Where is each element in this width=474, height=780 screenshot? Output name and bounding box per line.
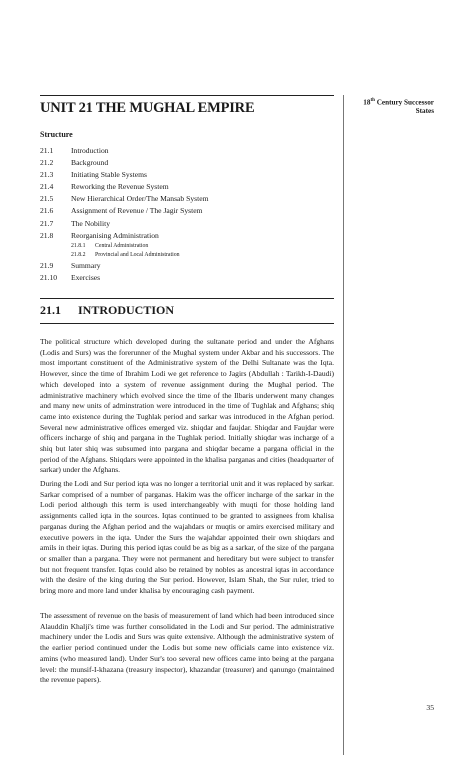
section-title: INTRODUCTION <box>78 303 175 317</box>
toc-item: 21.5 New Hierarchical Order/The Mansab System <box>40 194 209 204</box>
section-bottom-rule <box>40 323 334 324</box>
toc-item: 21.3 Initiating Stable Systems <box>40 170 147 180</box>
running-header <box>350 96 434 116</box>
running-header-line1: 18th Century Successor <box>363 98 434 107</box>
toc-item: 21.9 Summary <box>40 260 101 270</box>
title-rule <box>40 95 334 96</box>
structure-heading: Structure <box>40 130 73 139</box>
toc-subitem: 21.8.2 Provincial and Local Administration <box>71 251 180 258</box>
paragraph-1: The political structure which developed during the sultanate period and under the Afghans (Lodis and Surs) was the forerunner of the Mughal system under Akbar and his successors. The most important constituent of the Administrative system of the Delhi Sultanate was the Iqta. However, since the time of Ibrahim Lodi we get reference to Jagirs (Abdullah : Tarikh-I-Daudi) which developed into a system of revenue assignment during the Mughal period. The administrative machinery which evolved since the time of the Ilbaris underwent many changes and many new units of adminstration were introduced in the time of Tughlak and Afghans; shiq came into existence during the Tughlak period and sarkar was introduced in the Afghan period. Several new administrative offices emerged viz. shiqdar and faujdar. Shiqdar and Faujdar were officers incharge of shiq and pargana in the Tughlak period. Initially shiqdar was incharge of a shiq but later shiq was subsumed into pargana and shiqdar became a pargana official in the period of the Afghans. Shiqdars were appointed in the khalisa parganas and cities (headquarter of sarkar) under the Afghans. <box>40 337 334 475</box>
paragraph-3: The assessment of revenue on the basis of measurement of land which had been introduced since Alauddin Khalji's time was further consolidated in the Lodi and Sur period. The administrative machinery under the Lodis and Surs was quite extensive. Although the administrative system of the earlier period continued under the Lodis but some new officials came into existence viz. amins (who measured land). Under Sur's too several new offices came into being at the pargana level: the munsif-I-khazana (treasury inspector), khazandar (treasurer) and qanungo (maintained the revenue papers). <box>40 611 334 685</box>
section-number: 21.1 <box>40 303 61 317</box>
page-number: 35 <box>426 703 434 712</box>
paragraph-2: During the Lodi and Sur period iqta was no longer a territorial unit and it was replaced by sarkar. Sarkar comprised of a number of parganas. Hakim was the officer incharge of the sarkar in the Lodi period although this term is used interchangeably with muqti for those holding land assignments called iqta in the sources. Iqtas continued to be granted to assignees from khalisa parganas during the Afghan period and the wajahdars or muqtis or amirs exercised military and executive powers in the iqta. Under the Surs the wajahdar appointed their own shiqdars and amils in their iqtas. During this period iqtas could be as big as a sarkar, of the size of the pargana or smaller than a pargana. They were not permanent and hereditary but were subject to transfer but not frequent transfer. Iqtas could also be retained by nobles as ancestral iqtas in accordance with the desire of the king during the Sur period. However, Islam Shah, the Sur ruler, tried to bring more and more land under khalisa by encouraging cash payment. <box>40 479 334 596</box>
table-of-contents <box>40 145 334 284</box>
toc-item: 21.10 Exercises <box>40 272 101 282</box>
toc-subitem: 21.8.1 Central Administration <box>71 242 149 249</box>
section-heading <box>40 303 174 318</box>
toc-item: 21.4 Reworking the Revenue System <box>40 182 169 192</box>
toc-item: 21.8 Reorganising Administration <box>40 230 159 240</box>
unit-title: UNIT 21 THE MUGHAL EMPIRE <box>40 100 255 116</box>
toc-item: 21.6 Assignment of Revenue / The Jagir System <box>40 206 203 216</box>
margin-divider <box>343 95 344 755</box>
toc-item: 21.2 Background <box>40 158 109 168</box>
toc-item: 21.1 Introduction <box>40 146 109 155</box>
running-header-line2: States <box>415 107 434 116</box>
toc-item: 21.7 The Nobility <box>40 218 111 228</box>
section-top-rule <box>40 298 334 299</box>
